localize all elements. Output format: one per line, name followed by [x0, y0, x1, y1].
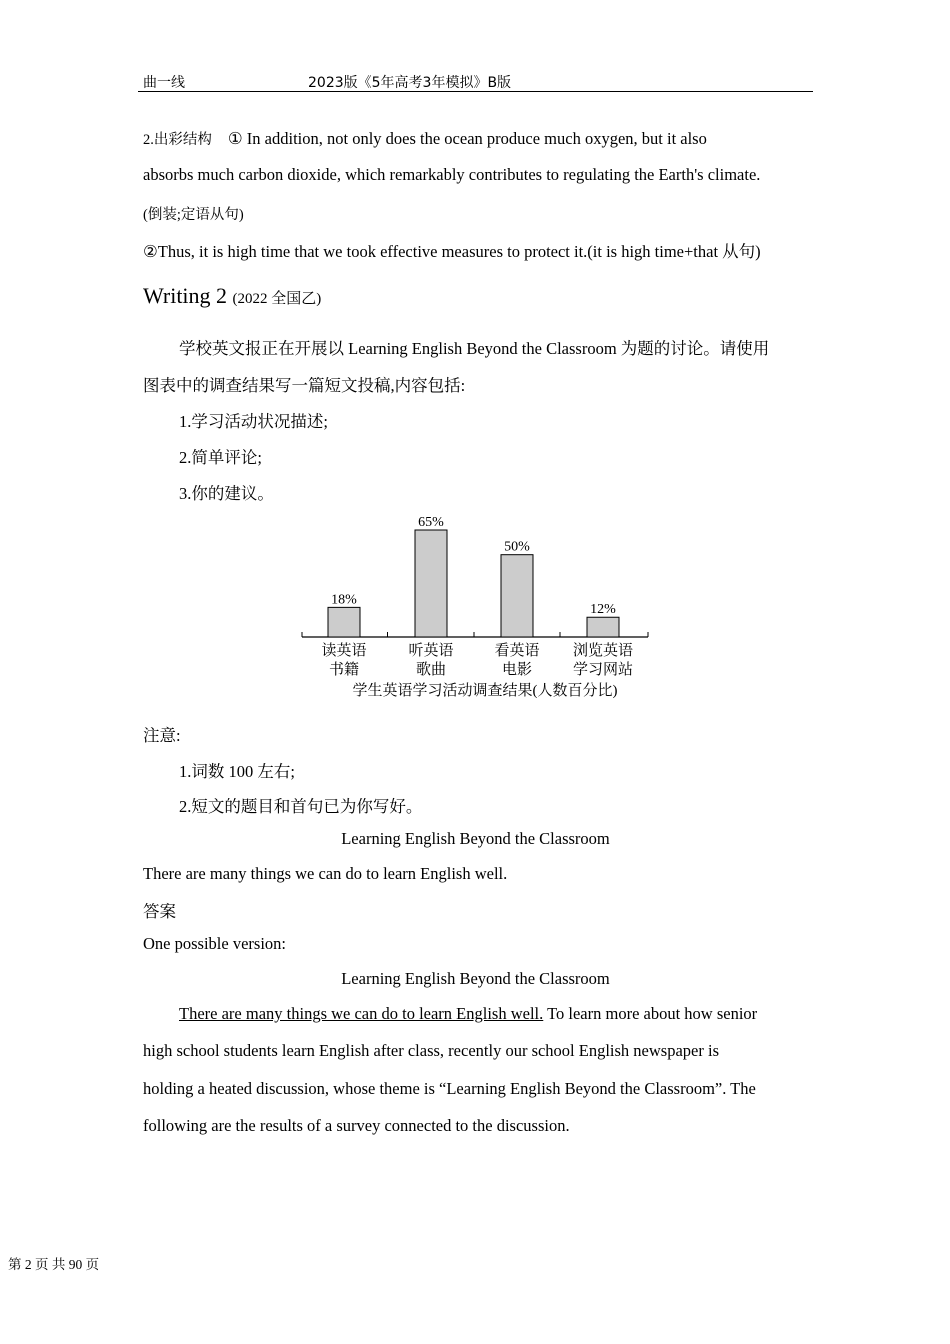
writing-title-text: Writing 2: [143, 283, 228, 308]
header-center: 2023版《5年高考3年模拟》B版: [308, 75, 512, 91]
chart-category-label-1-1: 读英语: [321, 643, 367, 659]
chart-bar-1: [328, 607, 360, 637]
section2-item1-line2: absorbs much carbon dioxide, which remarkably contributes to regulating the Earth's climate.: [143, 165, 761, 184]
chart-category-label-1-2: 书籍: [328, 662, 360, 678]
chart-value-label-4: 12%: [590, 602, 616, 618]
chart-category-label-4-1: 浏览英语: [572, 643, 634, 659]
prompt-line1: 学校英文报正在开展以 Learning English Beyond the Classroom 为题的讨论。请使用: [179, 339, 770, 358]
chart-title: 学生英语学习活动调查结果(人数百分比): [352, 683, 618, 699]
answer-label: 答案: [143, 902, 176, 921]
chart-category-label-2-1: 听英语: [408, 643, 454, 659]
section2-item1-note: (倒装;定语从句): [143, 207, 244, 223]
section2-item1-line1: ① In addition, not only does the ocean produce much oxygen, but it also: [227, 129, 707, 148]
essay-title: Learning English Beyond the Classroom: [341, 829, 610, 848]
chart-value-label-3: 50%: [504, 539, 530, 555]
chart-category-label-4-2: 学习网站: [572, 662, 634, 678]
chart-bar-2: [415, 530, 447, 637]
chart-category-label-2-2: 歌曲: [415, 662, 447, 678]
page-footer: 第 2 页 共 90 页: [8, 1257, 100, 1272]
chart-value-label-2: 65%: [418, 515, 444, 530]
prompt-point-2: 2.简单评论;: [179, 448, 262, 467]
writing-year: (2022 全国乙): [232, 291, 322, 307]
note-1: 1.词数 100 左右;: [179, 762, 295, 781]
answer-line1-rest: To learn more about how senior: [543, 1004, 758, 1023]
chart-bar-4: [587, 617, 619, 637]
prompt-line2: 图表中的调查结果写一篇短文投稿,内容包括:: [143, 376, 466, 395]
section2-item2: ②Thus, it is high time that we took effective measures to protect it.(it is high time+that 从句): [143, 242, 761, 261]
note-2: 2.短文的题目和首句已为你写好。: [179, 797, 423, 816]
answer-line3: holding a heated discussion, whose theme is “Learning English Beyond the Classroom”. The: [143, 1079, 756, 1098]
version-label: One possible version:: [143, 934, 286, 953]
chart-category-label-3-2: 电影: [501, 662, 533, 678]
first-sentence: There are many things we can do to learn English well.: [143, 864, 508, 883]
notes-label: 注意:: [143, 726, 181, 745]
chart-bar-3: [501, 555, 533, 637]
answer-line2: high school students learn English after class, recently our school English newspaper is: [143, 1041, 719, 1060]
chart-value-label-1: 18%: [331, 592, 357, 608]
prompt-point-1: 1.学习活动状况描述;: [179, 412, 328, 431]
answer-underlined-sentence: There are many things we can do to learn English well.: [179, 1004, 544, 1023]
answer-title: Learning English Beyond the Classroom: [341, 969, 610, 988]
header-left: 曲一线: [143, 75, 185, 91]
prompt-point-3: 3.你的建议。: [179, 484, 274, 503]
section2-label: 2.出彩结构: [143, 132, 212, 148]
answer-line4: following are the results of a survey connected to the discussion.: [143, 1116, 570, 1135]
chart-category-label-3-1: 看英语: [494, 643, 540, 659]
answer-line1: [179, 1004, 757, 1024]
